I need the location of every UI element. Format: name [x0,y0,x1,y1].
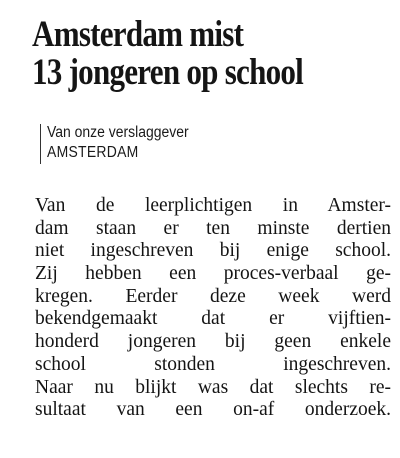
body-line-10: sultaat van een on-af onderzoek. [35,399,391,421]
body-line-5: kregen. Eerder deze week werd [35,285,391,307]
body-line-4: Zij hebben een proces-verbaal ge- [35,263,391,285]
article-body [35,195,391,422]
body-line-2: dam staan er ten minste dertien [35,217,391,239]
body-line-6: bekendgemaakt dat er vijftien- [35,308,391,330]
headline-line-1: Amsterdam mist [32,14,244,55]
byline-author: Van onze verslaggever [47,124,189,141]
body-line-9: Naar nu blijkt was dat slechts re- [35,376,391,398]
article-headline [32,16,334,92]
body-line-3: niet ingeschreven bij enige school. [35,240,391,262]
byline-dateline: AMSTERDAM [47,144,139,161]
body-line-7: honderd jongeren bij geen enkele [35,331,391,353]
byline [40,122,290,166]
body-line-1: Van de leerplichtigen in Amster- [35,195,391,216]
body-line-8: school stonden ingeschreven. [35,353,391,375]
byline-rule [40,124,41,164]
headline-line-2: 13 jongeren op school [32,52,304,93]
